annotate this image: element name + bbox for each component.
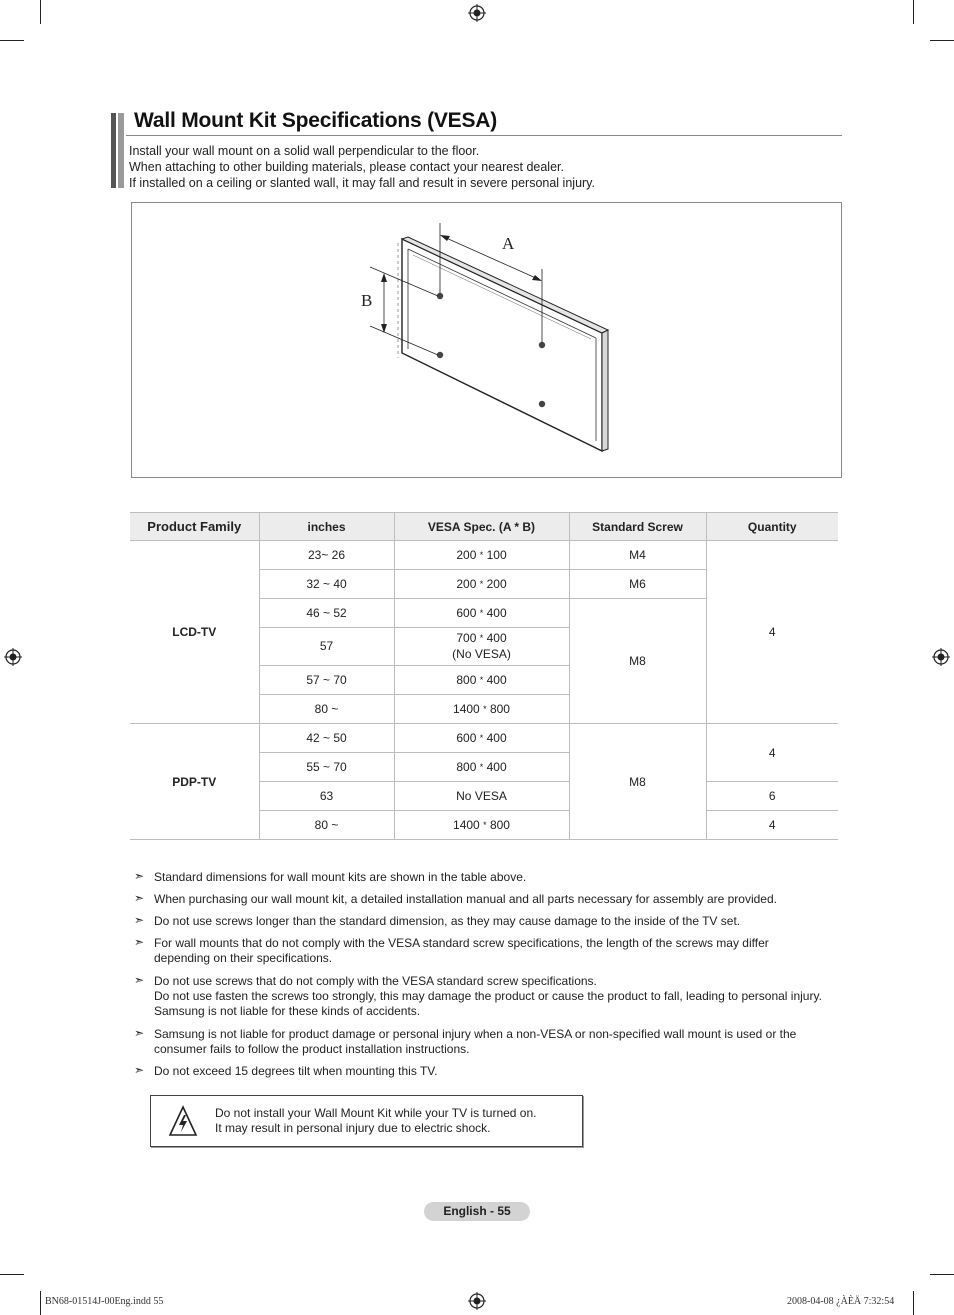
list-item: ➣ Do not exceed 15 degrees tilt when mounting this TV. bbox=[134, 1063, 438, 1078]
intro-line: If installed on a ceiling or slanted wall, it may fall and result in severe personal injury. bbox=[129, 176, 595, 190]
inches-cell: 23~ 26 bbox=[259, 541, 394, 570]
footer-timestamp: 2008-04-08 ¿ÀÈÄ 7:32:54 bbox=[787, 1296, 895, 1307]
page-title: Wall Mount Kit Specifications (VESA) bbox=[134, 109, 498, 132]
quantity-cell: 4 bbox=[706, 541, 838, 724]
product-family-cell: PDP-TV bbox=[130, 724, 259, 840]
inches-cell: 42 ~ 50 bbox=[259, 724, 394, 753]
vesa-spec-cell: 1400 * 800 bbox=[394, 811, 569, 840]
quantity-cell: 4 bbox=[706, 811, 838, 840]
inches-cell: 55 ~ 70 bbox=[259, 753, 394, 782]
list-item: ➣ For wall mounts that do not comply with the VESA standard screw specifications, the length of the screws may differ depending on their specifications. bbox=[134, 935, 769, 965]
vesa-spec-cell: 800 * 400 bbox=[394, 666, 569, 695]
title-underline bbox=[126, 135, 842, 136]
list-item: ➣ Do not use screws longer than the standard dimension, as they may cause damage to the inside of the TV set. bbox=[134, 913, 741, 928]
footer-file-info: BN68-01514J-00Eng.indd 55 bbox=[45, 1296, 164, 1307]
note-arrow-icon: ➣ bbox=[134, 913, 145, 927]
registration-mark-icon bbox=[4, 648, 22, 666]
crop-mark bbox=[0, 40, 24, 41]
header-cell: Product Family bbox=[130, 513, 259, 541]
screw-cell: M8 bbox=[569, 724, 706, 840]
vesa-spec-table bbox=[130, 512, 838, 840]
dimension-label-a: A bbox=[502, 234, 515, 253]
note-arrow-icon: ➣ bbox=[134, 869, 145, 883]
inches-cell: 80 ~ bbox=[259, 811, 394, 840]
registration-mark-icon bbox=[468, 1292, 486, 1310]
product-family-cell: LCD-TV bbox=[130, 541, 259, 724]
table-row bbox=[130, 541, 838, 570]
header-cell: Quantity bbox=[706, 513, 838, 541]
intro-line: Install your wall mount on a solid wall perpendicular to the floor. bbox=[129, 144, 480, 158]
crop-mark bbox=[40, 1291, 41, 1315]
crop-mark bbox=[913, 0, 914, 24]
crop-mark bbox=[0, 1274, 24, 1275]
list-item: ➣ Standard dimensions for wall mount kits are shown in the table above. bbox=[134, 869, 527, 884]
registration-mark-icon bbox=[932, 648, 950, 666]
note-arrow-icon: ➣ bbox=[134, 1063, 145, 1077]
vesa-spec-cell: No VESA bbox=[394, 782, 569, 811]
wall-mount-illustration bbox=[131, 202, 842, 478]
vesa-spec-cell: 200 * 100 bbox=[394, 541, 569, 570]
list-item: ➣ Samsung is not liable for product damage or personal injury when a non-VESA or non-specified wall mount is used or the consumer fails to follow the product installation instructions. bbox=[134, 1026, 797, 1056]
electric-shock-warning-icon bbox=[168, 1105, 198, 1137]
page-number-badge: English - 55 bbox=[424, 1202, 530, 1221]
intro-text bbox=[129, 143, 595, 191]
inches-cell: 63 bbox=[259, 782, 394, 811]
vesa-spec-cell: 800 * 400 bbox=[394, 753, 569, 782]
note-arrow-icon: ➣ bbox=[134, 891, 145, 905]
crop-mark bbox=[930, 1274, 954, 1275]
note-arrow-icon: ➣ bbox=[134, 1026, 145, 1040]
title-accent-bars bbox=[111, 113, 125, 188]
warning-text: Do not install your Wall Mount Kit while your TV is turned on. It may result in personal injury due to electric shock. bbox=[215, 1106, 537, 1135]
screw-cell: M6 bbox=[569, 570, 706, 599]
inches-cell: 57 ~ 70 bbox=[259, 666, 394, 695]
header-cell: inches bbox=[259, 513, 394, 541]
table-row bbox=[130, 724, 838, 753]
note-arrow-icon: ➣ bbox=[134, 973, 145, 987]
quantity-cell: 4 bbox=[706, 724, 838, 782]
notes-list bbox=[134, 870, 834, 1079]
vesa-spec-cell: 600 * 400 bbox=[394, 599, 569, 628]
warning-box bbox=[150, 1095, 583, 1147]
crop-mark bbox=[930, 40, 954, 41]
vesa-spec-cell: 700 * 400 (No VESA) bbox=[394, 628, 569, 666]
header-cell: Standard Screw bbox=[569, 513, 706, 541]
crop-mark bbox=[40, 0, 41, 24]
inches-cell: 80 ~ bbox=[259, 695, 394, 724]
screw-cell: M4 bbox=[569, 541, 706, 570]
dimension-label-b: B bbox=[361, 291, 373, 310]
note-arrow-icon: ➣ bbox=[134, 935, 145, 949]
intro-line: When attaching to other building materials, please contact your nearest dealer. bbox=[129, 160, 564, 174]
quantity-cell: 6 bbox=[706, 782, 838, 811]
list-item: ➣ Do not use screws that do not comply with the VESA standard screw specifications. Do not use fasten the screws too strongly, this may damage the product or cause the product to fall, leading to personal injury. Samsung is not liable for these kinds of accidents. bbox=[134, 973, 822, 1018]
inches-cell: 57 bbox=[259, 628, 394, 666]
vesa-spec-cell: 200 * 200 bbox=[394, 570, 569, 599]
header-cell: VESA Spec. (A * B) bbox=[394, 513, 569, 541]
inches-cell: 46 ~ 52 bbox=[259, 599, 394, 628]
vesa-spec-cell: 1400 * 800 bbox=[394, 695, 569, 724]
inches-cell: 32 ~ 40 bbox=[259, 570, 394, 599]
crop-mark bbox=[913, 1291, 914, 1315]
tv-back-illustration bbox=[132, 203, 841, 477]
screw-cell: M8 bbox=[569, 599, 706, 724]
vesa-spec-cell: 600 * 400 bbox=[394, 724, 569, 753]
list-item: ➣ When purchasing our wall mount kit, a detailed installation manual and all parts necessary for assembly are provided. bbox=[134, 891, 777, 906]
table-header-row bbox=[130, 513, 838, 541]
registration-mark-icon bbox=[468, 4, 486, 22]
